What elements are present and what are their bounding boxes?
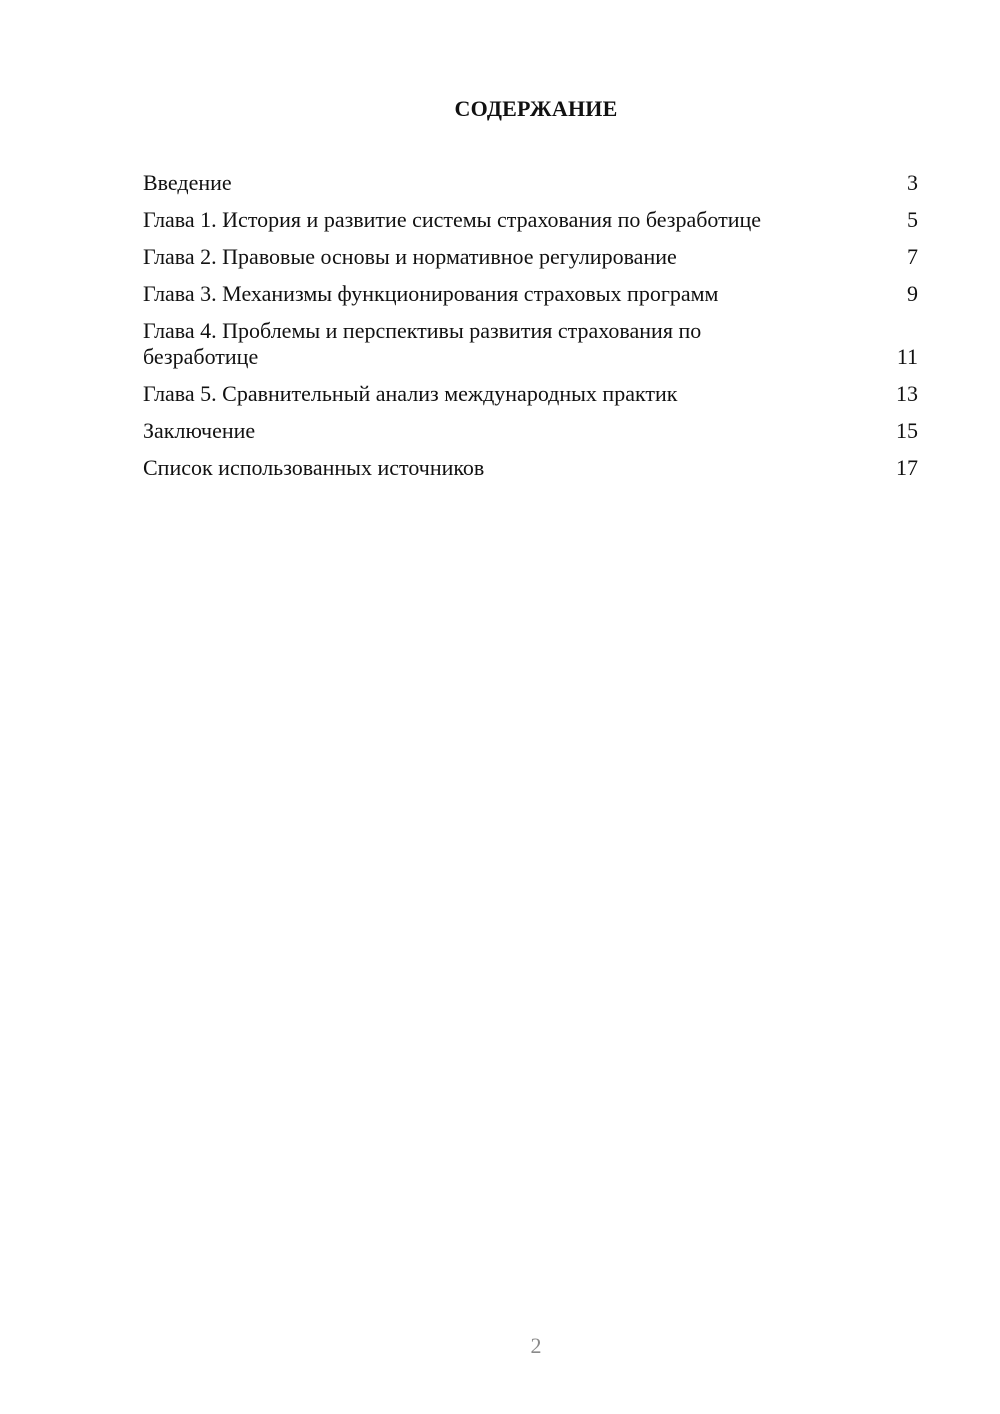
toc-entry-label: Заключение (143, 418, 256, 443)
table-of-contents (143, 170, 918, 492)
toc-entry-chapter-3 (143, 281, 918, 307)
toc-entry-introduction (143, 170, 918, 196)
toc-entry-conclusion (143, 418, 918, 444)
toc-entry-page: 3 (907, 170, 918, 195)
toc-entry-chapter-2 (143, 244, 918, 270)
toc-entry-chapter-1 (143, 207, 918, 233)
toc-entry-chapter-4 (143, 318, 918, 370)
toc-entry-page: 15 (896, 418, 918, 443)
toc-entry-label: Глава 3. Механизмы функционирования страховых программ (143, 281, 719, 306)
toc-entry-label: Глава 2. Правовые основы и нормативное регулирование (143, 244, 677, 269)
toc-entry-page: 9 (907, 281, 918, 306)
toc-entry-page: 13 (896, 381, 918, 406)
toc-entry-label: Список использованных источников (143, 455, 485, 480)
toc-entry-page: 5 (907, 207, 918, 232)
toc-entry-page: 17 (896, 455, 918, 480)
toc-entry-label: Глава 5. Сравнительный анализ международных практик (143, 381, 678, 406)
toc-entry-page: 7 (907, 244, 918, 269)
page-number: 2 (530, 1333, 542, 1358)
toc-entry-label: Глава 4. Проблемы и перспективы развития страхования по безработице (143, 318, 702, 369)
toc-entry-page: 11 (896, 344, 918, 369)
toc-entry-label: Глава 1. История и развитие системы страхования по безработице (143, 207, 762, 232)
toc-entry-chapter-5 (143, 381, 918, 407)
toc-entry-label: Введение (143, 170, 232, 195)
toc-entry-references (143, 455, 918, 481)
toc-title: СОДЕРЖАНИЕ (454, 96, 618, 121)
